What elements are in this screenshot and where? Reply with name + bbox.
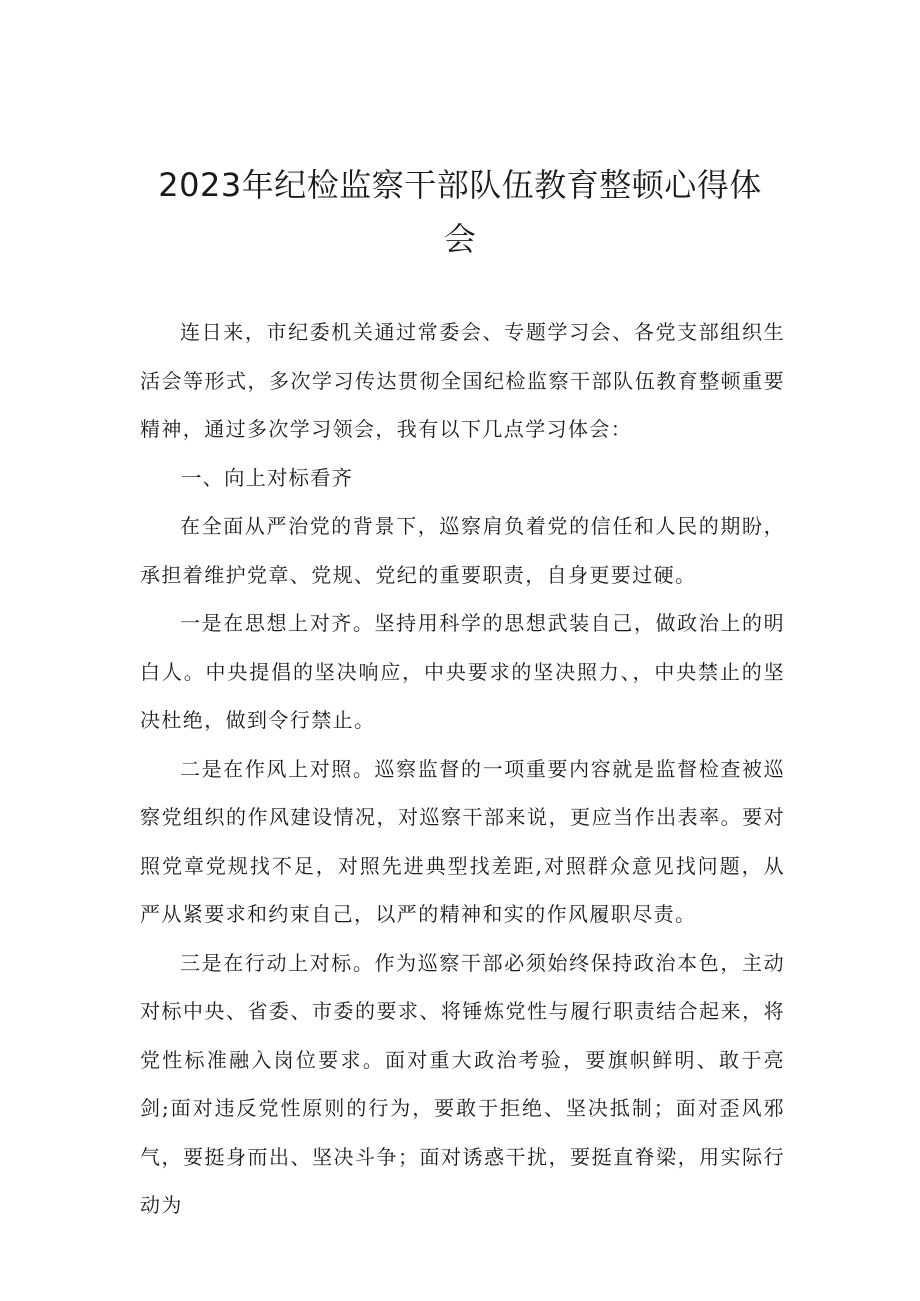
title-line-1: 2023年纪检监察干部队伍教育整顿心得体 [158,166,762,204]
section1-paragraph-3: 二是在作风上对照。巡察监督的一项重要内容就是监督检查被巡察党组织的作风建设情况，对巡察干部来说，更应当作出表率。要对照党章党规找不足，对照先进典型找差距,对照群众意见找问题，从严从紧要求和约束自己，以严的精神和实的作风履职尽责。 [140,756,785,926]
section1-paragraph-4: 三是在行动上对标。作为巡察干部必须始终保持政治本色，主动对标中央、省委、市委的要求、将锤炼党性与履行职责结合起来，将党性标准融入岗位要求。面对重大政治考验，要旗帜鲜明、敢于亮剑;面对违反党性原则的行为，要敢于拒绝、坚决抵制；面对歪风邪气，要挺身而出、坚决斗争；面对诱惑干扰，要挺直脊梁，用实际行动为 [140,950,785,1217]
document-body [140,308,785,1230]
intro-paragraph: 连日来，市纪委机关通过常委会、专题学习会、各党支部组织生活会等形式，多次学习传达贯彻全国纪检监察干部队伍教育整顿重要精神，通过多次学习领会，我有以下几点学习体会： [140,320,785,441]
section1-paragraph-1: 在全面从严治党的背景下，巡察肩负着党的信任和人民的期盼，承担着维护党章、党规、党纪的重要职责，自身更要过硬。 [140,514,785,587]
section-heading-1: 一、向上对标看齐 [181,465,353,490]
section1-paragraph-2: 一是在思想上对齐。坚持用科学的思想武装自己，做政治上的明白人。中央提倡的坚决响应，中央要求的坚决照力、，中央禁止的坚决杜绝，做到令行禁止。 [140,611,785,732]
title-line-2: 会 [443,220,477,258]
document-title [140,158,780,266]
